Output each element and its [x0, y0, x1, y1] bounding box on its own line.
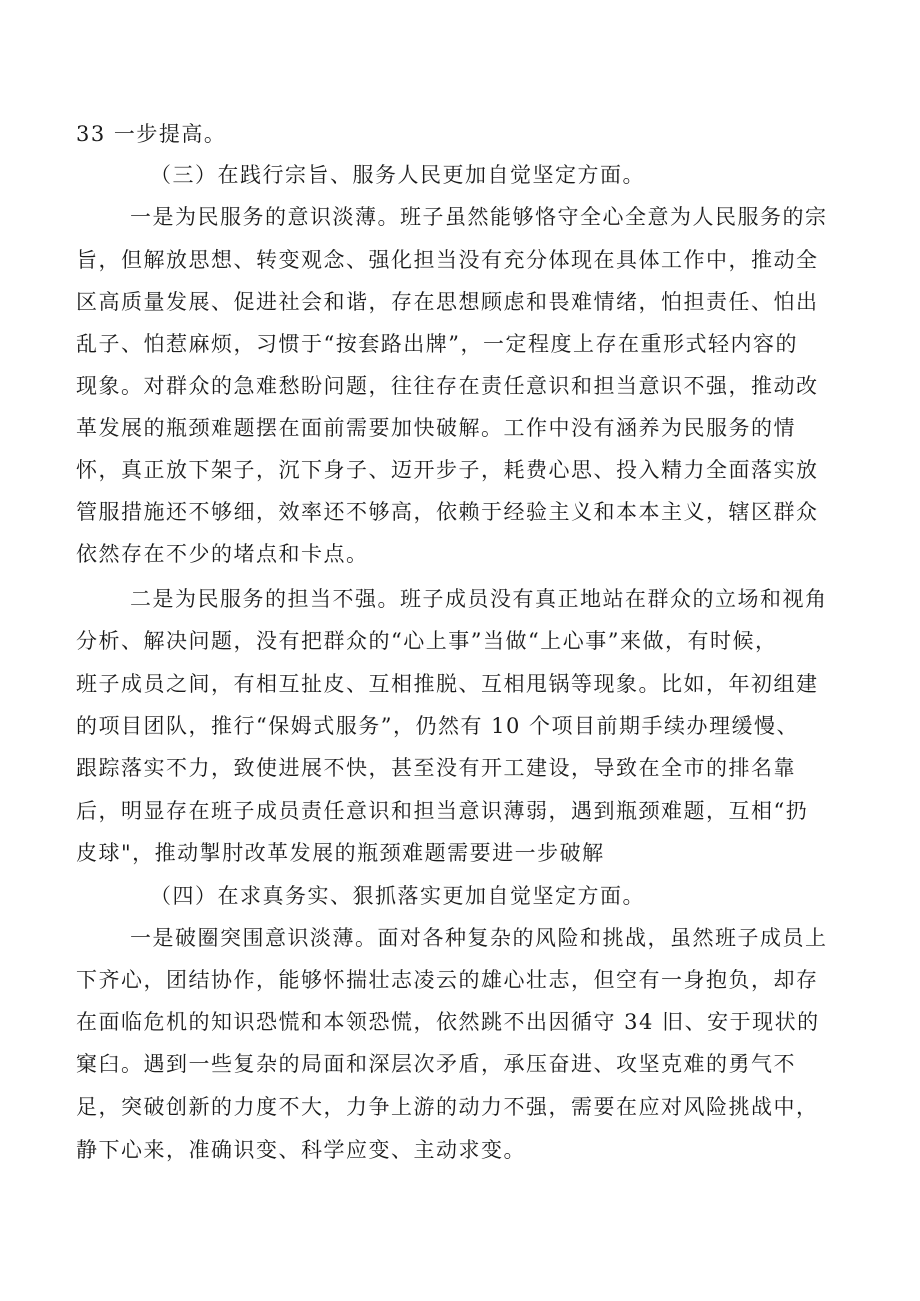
- section-heading: （四）在求真务实、狠抓落实更加自觉坚定方面。: [150, 884, 645, 908]
- text-line: 在面临危机的知识恐慌和本领恐慌，依然跳不出因循守 34 旧、安于现状的: [76, 1010, 820, 1034]
- text-line: 跟踪落实不力，致使进展不快，甚至没有开工建设，导致在全市的排名靠: [76, 756, 796, 780]
- text-line: 足，突破创新的力度不大，力争上游的动力不强，需要在应对风险挑战中，: [76, 1095, 819, 1119]
- text-line: 静下心来，准确识变、科学应变、主动求变。: [76, 1138, 526, 1162]
- text-line: 班子成员之间，有相互扯皮、互相推脱、互相甩锅等现象。比如，年初组建: [76, 672, 819, 696]
- section-heading: （三）在践行宗旨、服务人民更加自觉坚定方面。: [150, 163, 645, 187]
- text-line: 怀，真正放下架子，沉下身子、迈开步子，耗费心思、投入精力全面落实放: [76, 458, 819, 482]
- text-line: 依然存在不少的堵点和卡点。: [76, 542, 369, 566]
- text-line: 分析、解决问题，没有把群众的“心上事”当做“上心事”来做，有时候，: [76, 629, 778, 653]
- text-line: 后，明显存在班子成员责任意识和担当意识薄弱，遇到瓶颈难题，互相“扔: [76, 799, 809, 823]
- text-line: 的项目团队，推行“保姆式服务”，仍然有 10 个项目前期手续办理缓慢、: [76, 714, 800, 738]
- text-line: 一是为民服务的意识淡薄。班子虽然能够恪守全心全意为人民服务的宗: [130, 205, 828, 229]
- text-line: 区高质量发展、促进社会和谐，存在思想顾虑和畏难情绪，怕担责任、怕出: [76, 290, 819, 314]
- text-line: 现象。对群众的急难愁盼问题，往往存在责任意识和担当意识不强，推动改: [76, 374, 819, 398]
- text-line: 窠臼。遇到一些复杂的局面和深层次矛盾，承压奋进、攻坚克难的勇气不: [76, 1052, 796, 1076]
- text-line: 皮球"，推动掣肘改革发展的瓶颈难题需要进一步破解: [76, 841, 605, 865]
- text-line: 革发展的瓶颈难题摆在面前需要加快破解。工作中没有涵养为民服务的情: [76, 416, 796, 440]
- text-line: 下齐心，团结协作，能够怀揣壮志凌云的雄心壮志，但空有一身抱负，却存: [76, 968, 819, 992]
- text-line: 旨，但解放思想、转变观念、强化担当没有充分体现在具体工作中，推动全: [76, 248, 819, 272]
- text-line: 管服措施还不够细，效率还不够高，依赖于经验主义和本本主义，辖区群众: [76, 500, 819, 524]
- text-line: 二是为民服务的担当不强。班子成员没有真正地站在群众的立场和视角: [130, 587, 828, 611]
- text-line: 33 一步提高。: [76, 122, 227, 146]
- text-line: 一是破圈突围意识淡薄。面对各种复杂的风险和挑战，虽然班子成员上: [130, 926, 828, 950]
- text-line: 乱子、怕惹麻烦，习惯于“按套路出牌”，一定程度上存在重形式轻内容的: [76, 332, 798, 356]
